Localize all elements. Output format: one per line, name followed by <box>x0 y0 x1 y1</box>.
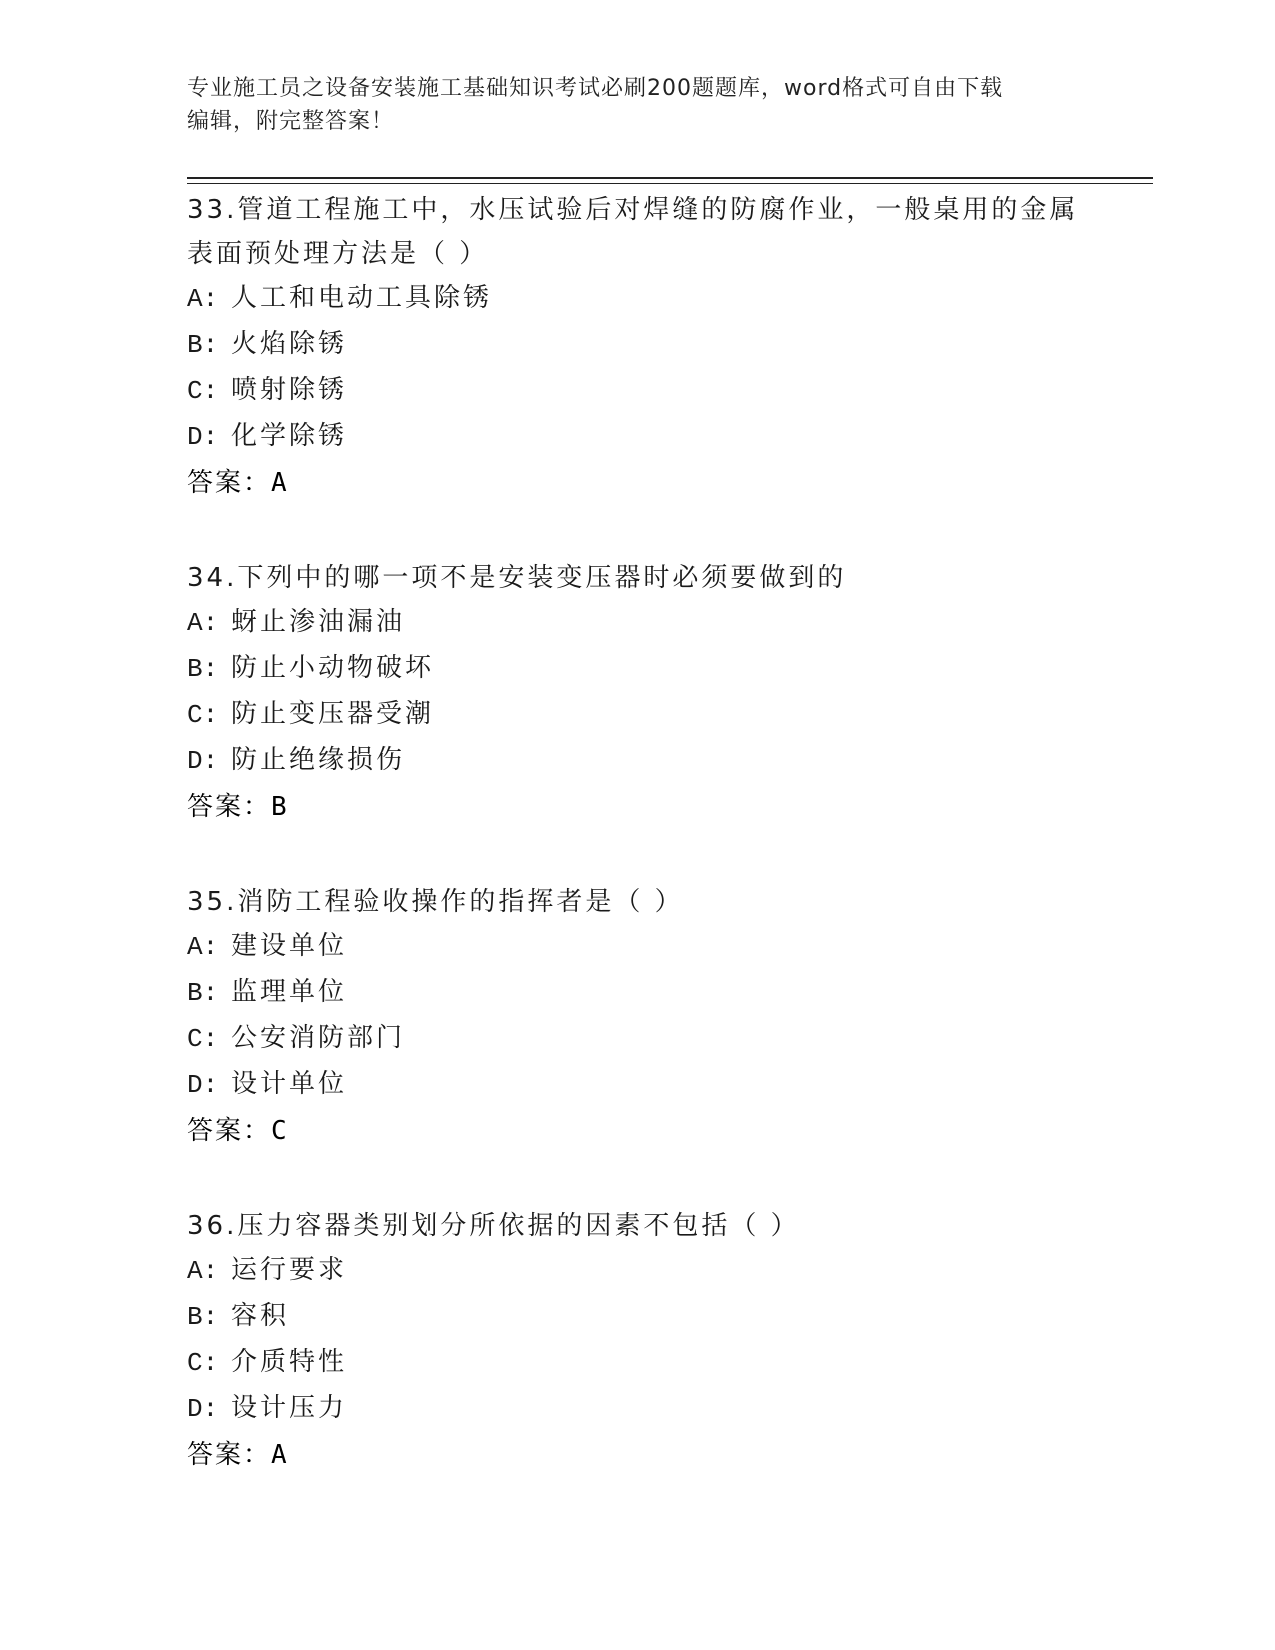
header-line-1: 专业施工员之设备安装施工基础知识考试必刷200题题库，word格式可自由下载 <box>187 76 1004 101</box>
option-text: 设计单位 <box>231 1069 348 1099</box>
option-a <box>187 924 1147 970</box>
option-letter: B: <box>187 978 219 1008</box>
option-letter: B: <box>187 1302 219 1332</box>
question-33 <box>187 188 1147 506</box>
option-text: 喷射除锈 <box>231 375 348 405</box>
option-text: 运行要求 <box>231 1255 348 1285</box>
answer-value: A <box>271 468 289 498</box>
option-text: 介质特性 <box>231 1347 348 1377</box>
option-d <box>187 1062 1147 1108</box>
option-b <box>187 1294 1147 1340</box>
option-text: 人工和电动工具除锈 <box>231 283 493 313</box>
question-stem-line: 34.下列中的哪一项不是安装变压器时必须要做到的 <box>187 563 847 593</box>
option-b <box>187 322 1147 368</box>
question-34 <box>187 556 1147 830</box>
option-text: 公安消防部门 <box>231 1023 406 1053</box>
option-letter: A: <box>187 1256 219 1286</box>
option-letter: B: <box>187 330 219 360</box>
option-letter: A: <box>187 608 219 638</box>
option-text: 监理单位 <box>231 977 348 1007</box>
question-36 <box>187 1204 1147 1478</box>
option-c <box>187 1016 1147 1062</box>
option-c <box>187 368 1147 414</box>
question-stem-line: 35.消防工程验收操作的指挥者是（ ） <box>187 887 684 917</box>
option-letter: C: <box>187 376 219 406</box>
header-divider <box>187 177 1153 184</box>
option-text: 防止小动物破坏 <box>231 653 435 683</box>
option-c <box>187 692 1147 738</box>
option-text: 防止变压器受潮 <box>231 699 435 729</box>
option-letter: A: <box>187 932 219 962</box>
option-letter: C: <box>187 1348 219 1378</box>
question-35 <box>187 880 1147 1154</box>
answer-label: 答案： <box>187 1116 272 1146</box>
question-stem <box>187 880 1067 924</box>
answer-line <box>187 460 1147 506</box>
question-stem <box>187 188 1079 276</box>
option-text: 蚜止渗油漏油 <box>231 607 406 637</box>
option-c <box>187 1340 1147 1386</box>
option-d <box>187 1386 1147 1432</box>
option-text: 建设单位 <box>231 931 348 961</box>
option-text: 火焰除锈 <box>231 329 348 359</box>
option-text: 防止绝缘损伤 <box>231 745 406 775</box>
option-a <box>187 600 1147 646</box>
option-d <box>187 738 1147 784</box>
question-stem <box>187 556 1067 600</box>
option-letter: D: <box>187 422 219 452</box>
question-list <box>187 188 1147 1528</box>
answer-value: A <box>271 1440 289 1470</box>
option-letter: B: <box>187 654 219 684</box>
option-letter: D: <box>187 1394 219 1424</box>
answer-value: B <box>271 792 289 822</box>
answer-line <box>187 1108 1147 1154</box>
option-b <box>187 970 1147 1016</box>
document-header <box>187 72 1087 138</box>
answer-value: C <box>271 1116 289 1146</box>
option-letter: C: <box>187 700 219 730</box>
option-letter: D: <box>187 1070 219 1100</box>
option-letter: C: <box>187 1024 219 1054</box>
option-d <box>187 414 1147 460</box>
answer-line <box>187 784 1147 830</box>
option-b <box>187 646 1147 692</box>
answer-label: 答案： <box>187 792 272 822</box>
answer-label: 答案： <box>187 468 272 498</box>
question-stem-line: 33.管道工程施工中，水压试验后对焊缝的防腐作业，一般桌用的金属 <box>187 195 1079 225</box>
header-line-2: 编辑，附完整答案！ <box>187 109 395 134</box>
option-text: 化学除锈 <box>231 421 348 451</box>
option-text: 容积 <box>231 1301 290 1331</box>
option-a <box>187 276 1147 322</box>
question-stem <box>187 1204 1067 1248</box>
answer-label: 答案： <box>187 1440 272 1470</box>
option-a <box>187 1248 1147 1294</box>
option-letter: A: <box>187 284 219 314</box>
option-letter: D: <box>187 746 219 776</box>
option-text: 设计压力 <box>231 1393 348 1423</box>
question-stem-line: 表面预处理方法是（ ） <box>187 239 489 269</box>
question-stem-line: 36.压力容器类别划分所依据的因素不包括（ ） <box>187 1211 800 1241</box>
answer-line <box>187 1432 1147 1478</box>
